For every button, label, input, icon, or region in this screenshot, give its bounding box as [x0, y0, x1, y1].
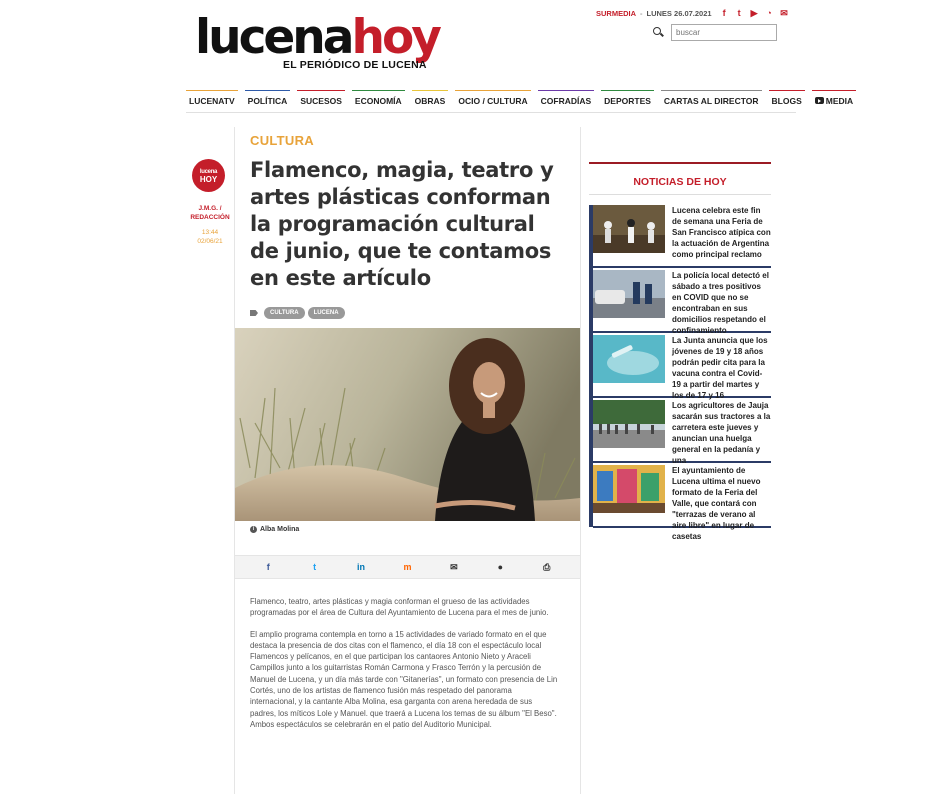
- news-title: La Junta anuncia que los jóvenes de 19 y 18 años podrán pedir cita para la vacuna contra el Covid-19 a partir del martes y los de 17 y 16: [672, 336, 768, 400]
- rss-icon[interactable]: ◔: [766, 7, 772, 18]
- nav-label: CARTAS AL DIRECTOR: [663, 95, 759, 106]
- print-icon[interactable]: ⎙: [543, 561, 551, 572]
- nav-item-cofradias[interactable]: [538, 90, 595, 110]
- main-nav: [186, 90, 863, 110]
- camera-icon: i: [250, 526, 257, 533]
- logo-subtitle: EL PERIÓDICO DE LUCENA: [283, 59, 427, 71]
- nav-label: MEDIA: [825, 95, 854, 106]
- news-thumbnail: [593, 465, 665, 513]
- news-thumbnail: [593, 270, 665, 318]
- sidebar-top-rule: [589, 162, 771, 164]
- nav-label: OBRAS: [414, 95, 446, 106]
- photo-caption: [250, 526, 299, 533]
- nav-label: SUCESOS: [300, 95, 342, 106]
- news-thumbnail: [593, 205, 665, 253]
- nav-label: ECONOMÍA: [354, 95, 402, 106]
- nav-label: BLOGS: [771, 95, 802, 106]
- share-linkedin-icon[interactable]: in: [357, 562, 366, 572]
- sidebar-news-item[interactable]: [593, 205, 771, 268]
- nav-item-economia[interactable]: [352, 90, 405, 110]
- share-meneame-icon[interactable]: m: [403, 562, 412, 572]
- nav-label: OCIO / CULTURA: [458, 95, 528, 106]
- photo-caption-text: Alba Molina: [260, 526, 300, 533]
- nav-item-media[interactable]: [812, 90, 856, 110]
- nav-divider: [186, 112, 796, 113]
- nav-label: DEPORTES: [604, 95, 651, 106]
- nav-item-cartas-al-director[interactable]: [661, 90, 762, 110]
- article-time: 13:44: [201, 229, 219, 236]
- search-input[interactable]: [671, 24, 777, 41]
- article-headline: Flamenco, magia, teatro y artes plásticas conforman la programación cultural de junio, que te contamos en este artículo: [250, 158, 554, 290]
- logo-lucena: lucena: [195, 10, 352, 65]
- sidebar-news-item[interactable]: [593, 400, 771, 463]
- surmedia-link[interactable]: SURMEDIA: [596, 8, 637, 18]
- twitter-icon[interactable]: t: [737, 7, 741, 18]
- logo-hoy: hoy: [351, 10, 439, 65]
- avatar-line2: HOY: [199, 174, 218, 184]
- right-column-divider: [580, 127, 581, 794]
- email-icon[interactable]: ✉: [780, 7, 788, 18]
- author-avatar: [192, 159, 225, 192]
- article-tags: [250, 307, 345, 319]
- nav-item-lucenatv[interactable]: [186, 90, 238, 110]
- search-box: [653, 24, 777, 41]
- site-logo[interactable]: [195, 12, 445, 72]
- logo-wordmark: [195, 12, 439, 64]
- search-icon[interactable]: [653, 27, 665, 39]
- article-body: [250, 596, 560, 740]
- share-bar: [235, 555, 580, 579]
- share-email-icon[interactable]: ✉: [450, 561, 458, 572]
- nav-label: COFRADÍAS: [540, 95, 592, 106]
- sidebar-news-item[interactable]: [593, 270, 771, 333]
- share-twitter-icon[interactable]: t: [313, 562, 317, 572]
- article-photo: [235, 328, 580, 521]
- nav-label: POLÍTICA: [247, 95, 288, 106]
- sidebar-news-item[interactable]: [593, 335, 771, 398]
- youtube-play-icon: [815, 97, 824, 104]
- avatar-line1: lucena: [199, 168, 218, 175]
- sidebar-title: NOTICIAS DE HOY: [633, 176, 727, 188]
- facebook-icon[interactable]: f: [722, 7, 726, 18]
- nav-item-blogs[interactable]: [769, 90, 805, 110]
- news-title: Lucena celebra este fin de semana una Feria de San Francisco atípica con la actuación de Argentina como principal reclamo: [672, 206, 771, 259]
- sidebar-news-item[interactable]: [593, 465, 771, 541]
- news-title: El ayuntamiento de Lucena ultima el nuevo formato de la Feria del Valle, que contará con "terrazas de verano al aire libre" en lugar de casetas: [672, 466, 761, 541]
- photo-illustration: [235, 328, 580, 521]
- topbar-separator: -: [640, 8, 643, 18]
- article-section[interactable]: CULTURA: [250, 133, 314, 148]
- top-bar: [596, 7, 789, 19]
- tag-icon: [250, 310, 258, 316]
- news-thumbnail: [593, 400, 665, 448]
- news-thumbnail: [593, 335, 665, 383]
- article-author: J.M.G. / REDACCIÓN: [190, 205, 230, 221]
- nav-item-obras[interactable]: [412, 90, 449, 110]
- nav-item-deportes[interactable]: [601, 90, 654, 110]
- nav-item-sucesos[interactable]: [297, 90, 345, 110]
- tag-cultura[interactable]: CULTURA: [264, 307, 305, 319]
- article-timestamp: [186, 228, 234, 246]
- nav-item-ocio-cultura[interactable]: [455, 90, 530, 110]
- sidebar-title-rule: [589, 194, 771, 195]
- share-facebook-icon[interactable]: f: [266, 562, 270, 572]
- article-paragraph: Flamenco, teatro, artes plásticas y magia conforman el grueso de las actividades programadas por el área de Cultura del Ayuntamiento de Lucena para el mes de junio.: [250, 597, 549, 618]
- tag-lucena[interactable]: LUCENA: [308, 307, 345, 319]
- social-links: [720, 8, 789, 19]
- article-paragraph: El amplio programa contempla en torno a 15 actividades de variado formato en el que destaca la presencia de dos citas con el flamenco, el día 18 con el espectáculo local Flamencos y pelícanos, en el que participan los cantaores Antonio Nieto y Araceli Campillos junto a los guitarristas Román Carmona y Frasco Terrón y la percusión de Manuel de Lucena, y un día más tarde con "Gitanerías", un formato con presencia de Lin Cortés, uno de los artistas de flamenco fusión más respetado del panorama internacional, y la cantante Alba Molina, esa garganta con arena heredada de sus padres, los míticos Lole y Manuel. que traerá a Lucena los temas de su álbum "El Beso". Ambos espectáculos se celebrarán en el patio del Auditorio Municipal.: [250, 629, 558, 729]
- share-whatsapp-icon[interactable]: ●: [497, 562, 504, 572]
- news-title: La policía local detectó el sábado a tres positivos en COVID que no se encontraban en sus domicilios respetando el confinamiento: [672, 271, 769, 335]
- nav-item-politica[interactable]: [245, 90, 291, 110]
- news-title: Los agricultores de Jauja sacarán sus tractores a la carretera este jueves y anuncian una huelga general en la pedanía y una: [672, 401, 771, 465]
- article-date: 02/06/21: [197, 238, 223, 245]
- current-date: LUNES 26.07.2021: [646, 8, 712, 18]
- youtube-icon[interactable]: ▶: [750, 7, 758, 18]
- nav-label: LUCENATV: [189, 95, 235, 106]
